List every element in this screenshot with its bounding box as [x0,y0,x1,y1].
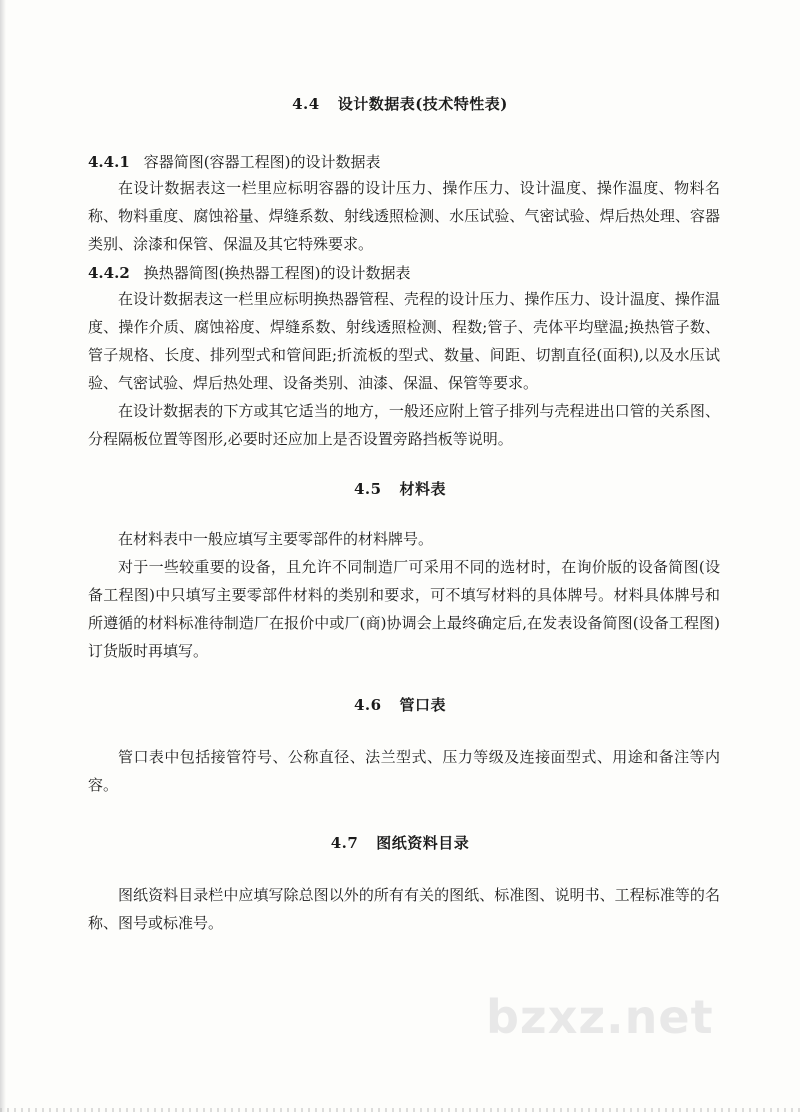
section-heading-4-6 [0,694,800,715]
section-number: 4.7 [330,834,359,852]
scan-edge-shadow [0,0,6,1112]
section-title-text: 设计数据表(技术特性表) [337,95,508,113]
section-title-text: 管口表 [399,696,447,714]
section-number: 4.4 [292,95,320,113]
section-number: 4.5 [353,480,382,498]
paragraph-material-selection: 对于一些较重要的设备，且允许不同制造厂可采用不同的选材时，在询价版的设备简图(设备工程图)中只填写主要零部件材料的类别和要求，可不填写材料的具体牌号。材料具体牌号和所遵循的材料标准待制造厂在报价中或厂(商)协调会上最终确定后,在发表设备简图(设备工程图)订货版时再填写。 [88,558,720,660]
paragraph-material-grade: 在材料表中一般应填写主要零部件的材料牌号。 [118,530,434,548]
subsection-title-text: 换热器简图(换热器工程图)的设计数据表 [143,264,411,282]
section-heading-4-5 [0,478,800,499]
section-number: 4.6 [353,696,382,714]
paragraph-container-data: 在设计数据表这一栏里应标明容器的设计压力、操作压力、设计温度、操作温度、物料名称、物料重度、腐蚀裕量、焊缝系数、射线透照检测、水压试验、气密试验、焊后热处理、容器类别、涂漆和保管、保温及其它特殊要求。 [88,179,720,253]
section-title-text: 图纸资料目录 [376,834,470,852]
paragraph-drawing-list: 图纸资料目录栏中应填写除总图以外的所有有关的图纸、标准图、说明书、工程标准等的名称、图号或标准号。 [88,886,720,932]
scan-bottom-noise [0,1108,800,1112]
subsection-title-text: 容器简图(容器工程图)的设计数据表 [143,153,381,171]
section-heading-4-4 [0,93,800,114]
paragraph-nozzle-table: 管口表中包括接管符号、公称直径、法兰型式、压力等级及连接面型式、用途和备注等内容。 [88,748,720,794]
subsection-number: 4.4.1 [88,153,130,171]
watermark-text: bzxz.net [486,990,714,1044]
section-heading-4-7 [0,832,800,853]
section-title-text: 材料表 [399,480,447,498]
paragraph-exchanger-drawing: 在设计数据表的下方或其它适当的地方，一般还应附上管子排列与壳程进出口管的关系图、分程隔板位置等图形,必要时还应加上是否设置旁路挡板等说明。 [88,402,720,448]
subsection-heading-4-4-1 [88,151,380,172]
paragraph-exchanger-data: 在设计数据表这一栏里应标明换热器管程、壳程的设计压力、操作压力、设计温度、操作温度、操作介质、腐蚀裕度、焊缝系数、射线透照检测、程数;管子、壳体平均壁温;换热管子数、管子规格、长度、排列型式和管间距;折流板的型式、数量、间距、切割直径(面积),以及水压试验、气密试验、焊后热处理、设备类别、油漆、保温、保管等要求。 [88,290,720,392]
subsection-heading-4-4-2 [88,262,410,283]
subsection-number: 4.4.2 [88,264,130,282]
